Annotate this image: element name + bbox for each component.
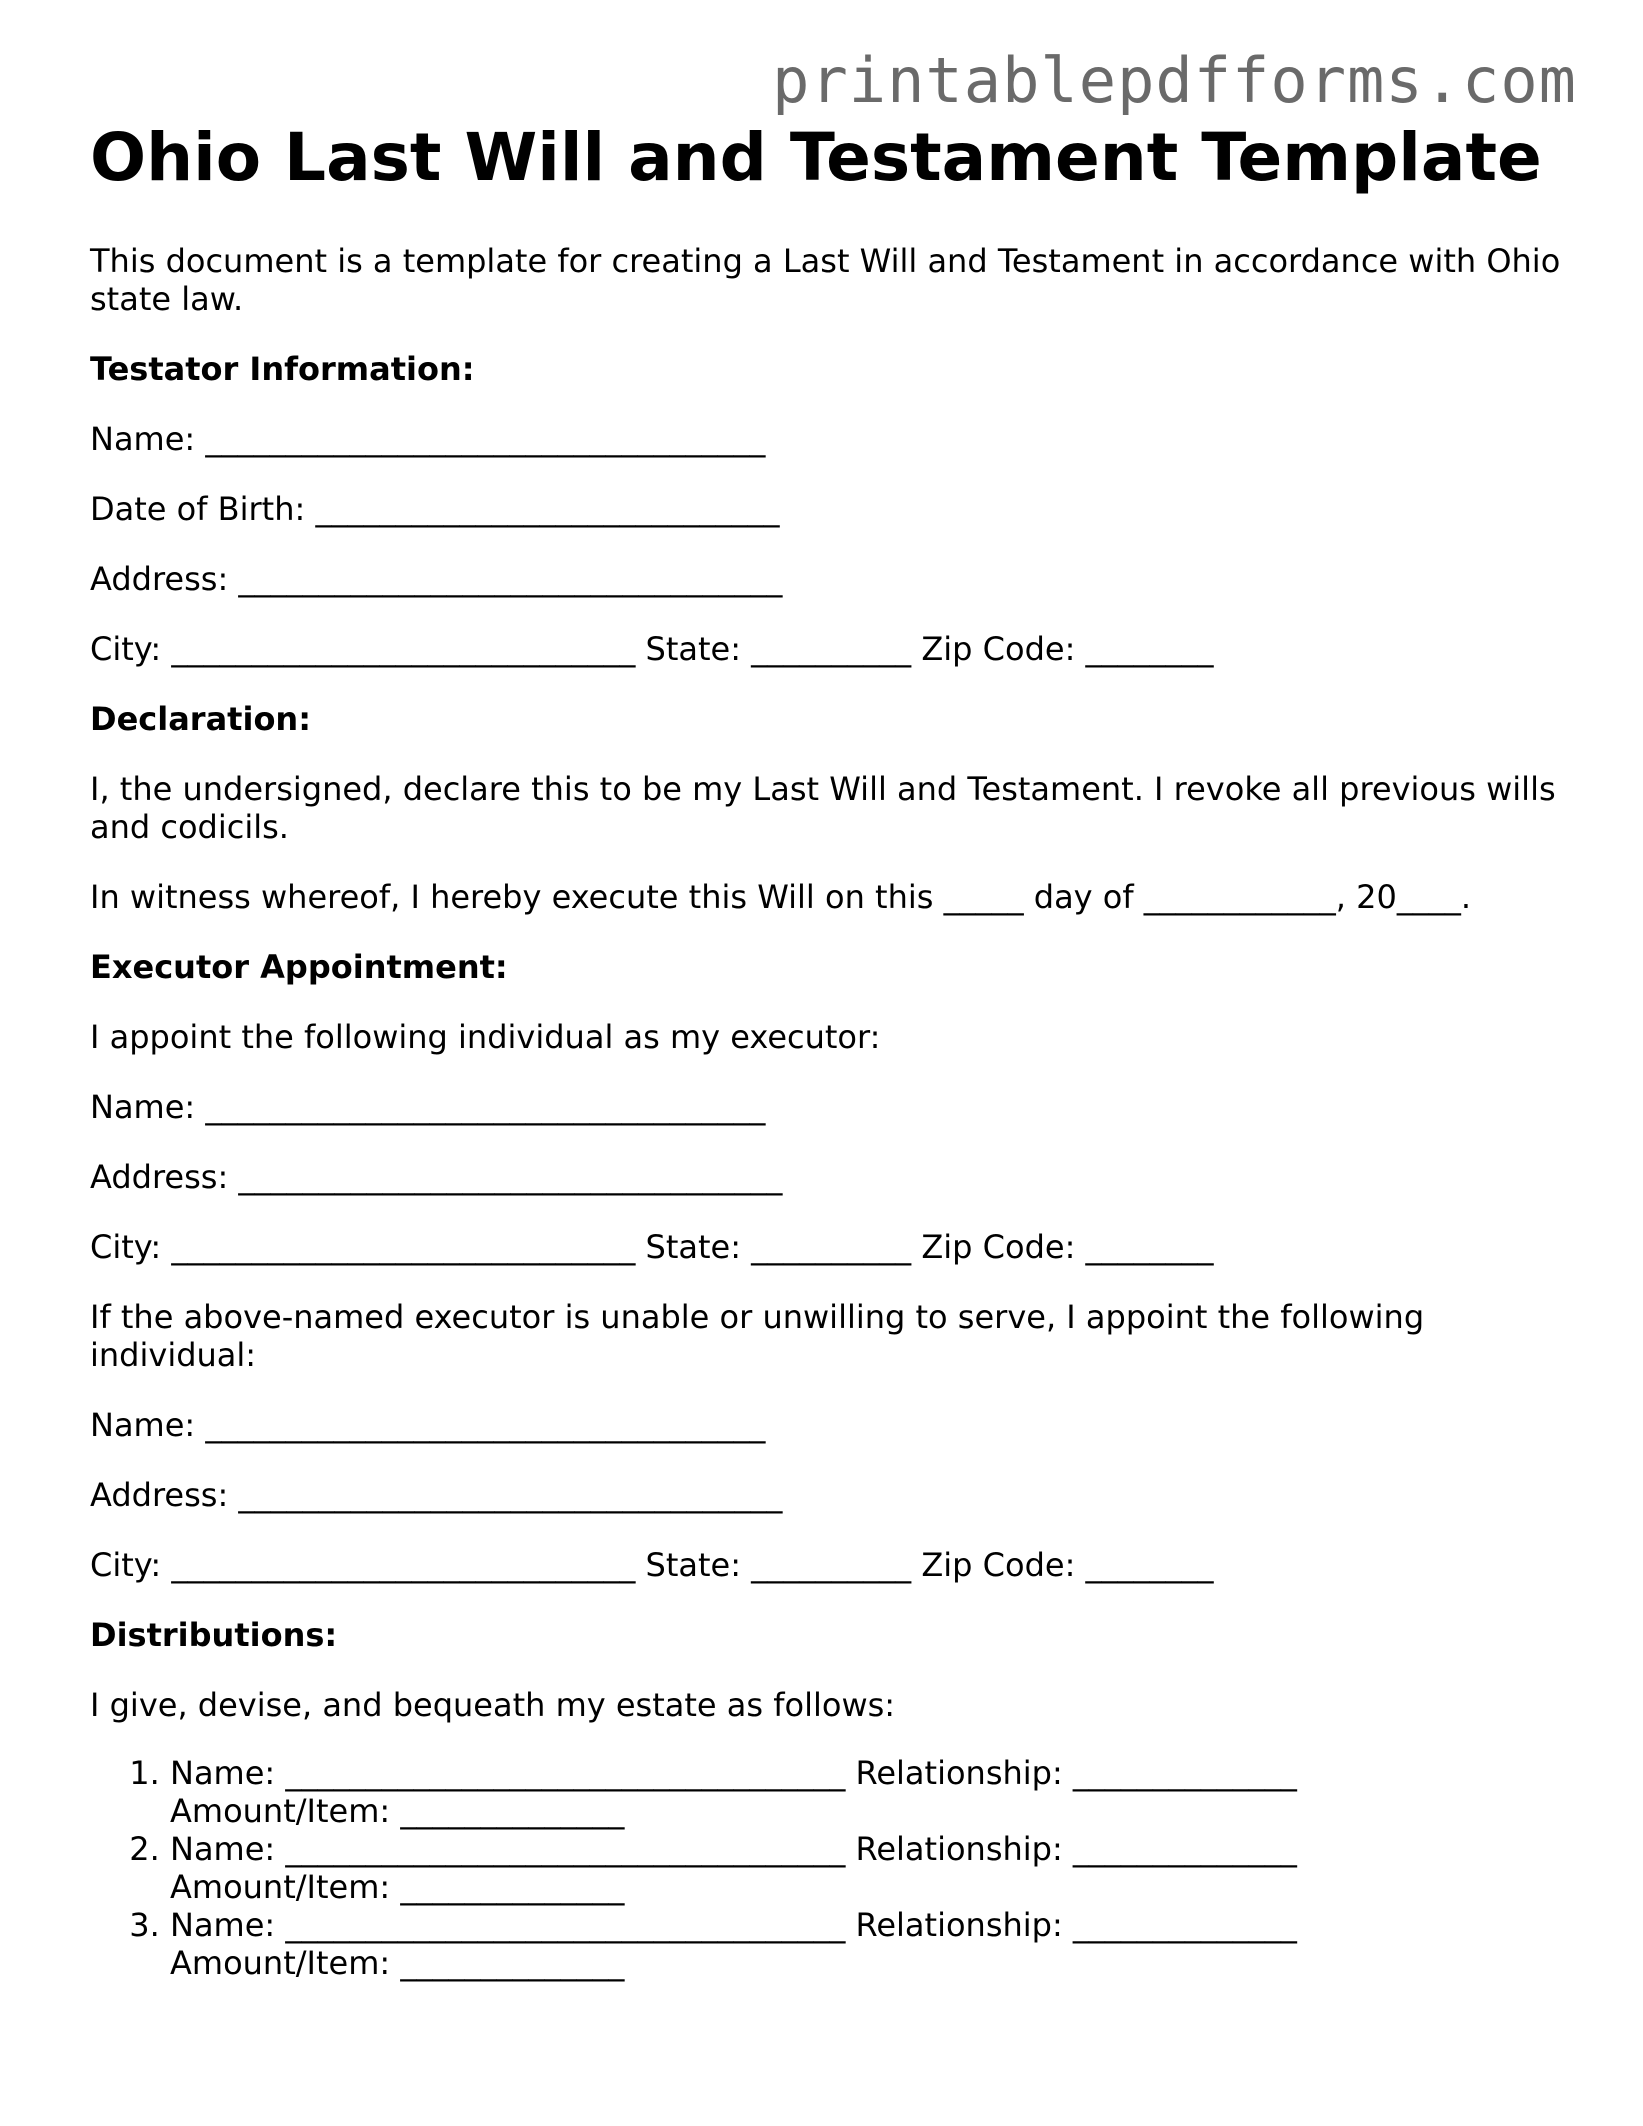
alternate-executor-city-state-zip-field[interactable]: City: _____________________________ State: __________ Zip Code: ________ (90, 1546, 1214, 1584)
document-body (90, 118, 1570, 1982)
executor-intro: I appoint the following individual as my executor: (90, 1018, 881, 1056)
alternate-executor-intro: If the above-named executor is unable or unwilling to serve, I appoint the following individual: (90, 1298, 1425, 1374)
executor-address-field[interactable]: Address: __________________________________ (90, 1158, 783, 1196)
testator-city-state-zip-field[interactable]: City: _____________________________ State: __________ Zip Code: ________ (90, 630, 1214, 668)
distributions-intro: I give, devise, and bequeath my estate as follows: (90, 1686, 896, 1724)
distribution-item[interactable]: 1. Name: ___________________________________ Relationship: ______________ Amount/Item: ______________ (170, 1754, 1570, 1830)
testator-address-field[interactable]: Address: __________________________________ (90, 560, 783, 598)
intro-text: This document is a template for creating a Last Will and Testament in accordance with Ohio state law. (90, 242, 1561, 318)
executor-city-state-zip-field[interactable]: City: _____________________________ State: __________ Zip Code: ________ (90, 1228, 1214, 1266)
alternate-executor-name-field[interactable]: Name: ___________________________________ (90, 1406, 766, 1444)
executor-name-field[interactable]: Name: ___________________________________ (90, 1088, 766, 1126)
watermark: printablepdfforms.com (772, 44, 1577, 117)
declaration-heading: Declaration: (90, 700, 311, 738)
distribution-item[interactable]: 3. Name: ___________________________________ Relationship: ______________ Amount/Item: ______________ (170, 1906, 1570, 1982)
distribution-item[interactable]: 2. Name: ___________________________________ Relationship: ______________ Amount/Item: ______________ (170, 1830, 1570, 1906)
distribution-list (90, 1754, 1570, 1982)
declaration-text: I, the undersigned, declare this to be my Last Will and Testament. I revoke all previous wills and codicils. (90, 770, 1556, 846)
testator-heading: Testator Information: (90, 350, 475, 388)
witness-date-field[interactable]: In witness whereof, I hereby execute this Will on this _____ day of ____________, 20____. (90, 878, 1472, 916)
distributions-heading: Distributions: (90, 1616, 338, 1654)
executor-heading: Executor Appointment: (90, 948, 508, 986)
page-title: Ohio Last Will and Testament Template (90, 119, 1542, 196)
testator-name-field[interactable]: Name: ___________________________________ (90, 420, 766, 458)
testator-dob-field[interactable]: Date of Birth: _____________________________ (90, 490, 780, 528)
alternate-executor-address-field[interactable]: Address: __________________________________ (90, 1476, 783, 1514)
